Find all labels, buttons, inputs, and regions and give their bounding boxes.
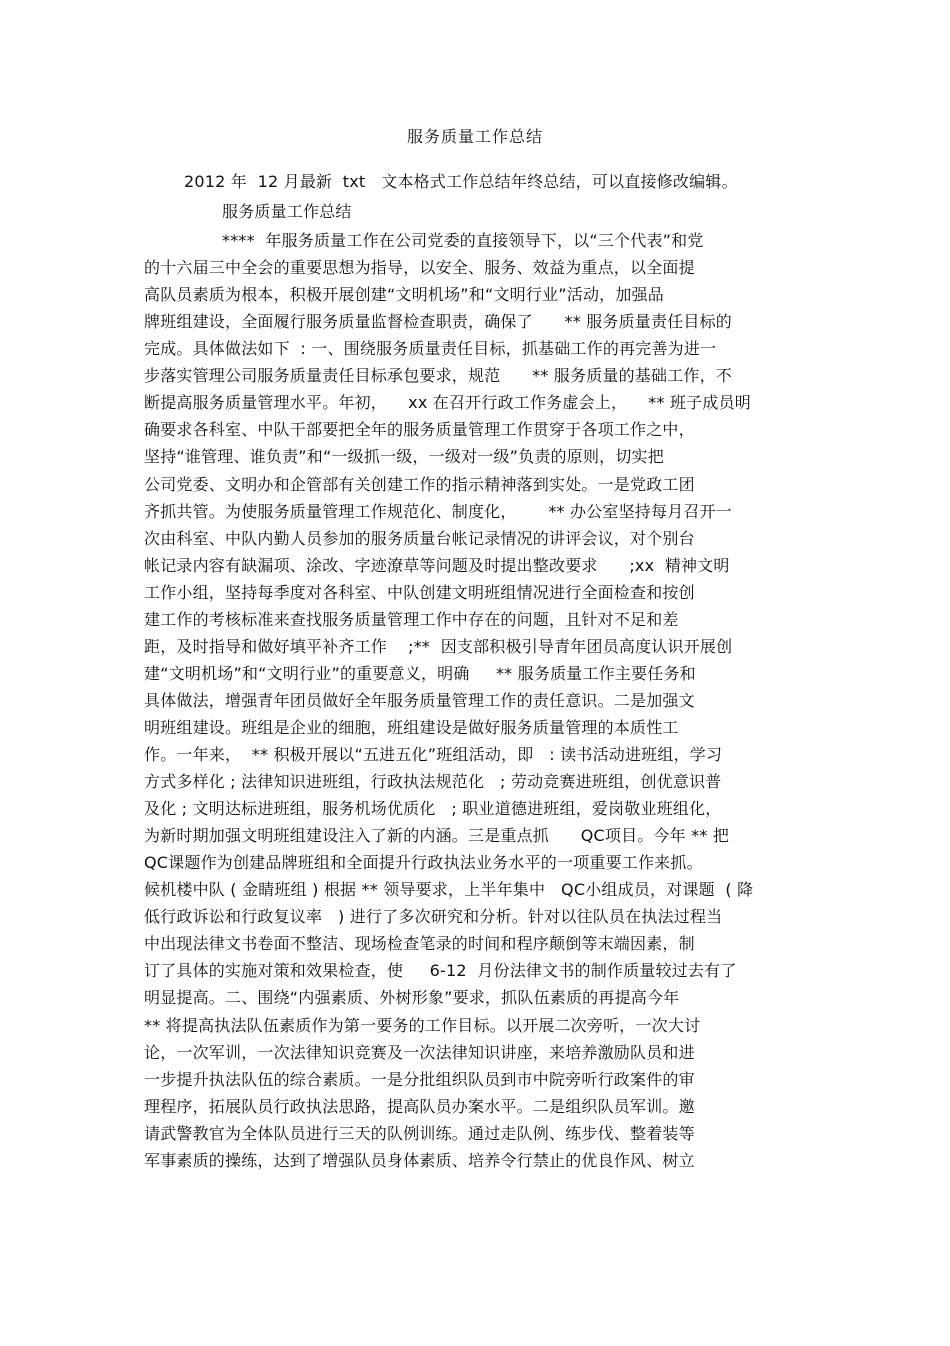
body-line: 明显提高。二、围绕“内强素质、外树形象”要求，抓队伍素质的再提高今年 <box>144 988 680 1008</box>
body-line: 确要求各科室、中队干部要把全年的服务质量管理工作贯穿于各项工作之中， <box>144 420 695 440</box>
body-line: 作。一年来， ** 积极开展以“五进五化”班组活动，即 : 读书活动进班组，学习 <box>144 745 723 764</box>
body-line: 具体做法，增强青年团员做好全年服务质量管理工作的责任意识。二是加强文 <box>144 690 695 710</box>
body-line: 公司党委、文明办和企管部有关创建工作的指示精神落到实处。一是党政工团 <box>144 474 695 494</box>
body-line: 完成。具体做法如下 : 一、围绕服务质量责任目标，抓基础工作的再完善为进一 <box>144 339 717 359</box>
body-line: 及化 ; 文明达标进班组，服务机场优质化 ; 职业道德进班组，爱岗敬业班组化， <box>144 799 722 819</box>
body-line: 步落实管理公司服务质量责任目标承包要求，规范 ** 服务质量的基础工作，不 <box>144 366 733 386</box>
body-line: 建“文明机场”和“文明行业”的重要意义，明确 ** 服务质量工作主要任务和 <box>144 663 696 683</box>
body-line: 次由科室、中队内勤人员参加的服务质量台帐记录情况的讲评会议，对个别台 <box>144 528 695 548</box>
subtitle-line: 2012 年 12 月最新 txt 文本格式工作总结年终总结，可以直接修改编辑。 <box>184 172 738 191</box>
body-line: 牌班组建设，全面履行服务质量监督检查职责，确保了 ** 服务质量责任目标的 <box>144 312 733 332</box>
body-line: 论，一次军训，一次法律知识竞赛及一次法律知识讲座，来培养激励队员和进 <box>144 1042 695 1062</box>
body-line: 中出现法律文书卷面不整洁、现场检查笔录的时间和程序颠倒等末端因素，制 <box>144 934 695 954</box>
body-line: 订了具体的实施对策和效果检查，使 6-12 月份法律文书的制作质量较过去有了 <box>144 961 737 981</box>
body-line: 为新时期加强文明班组建设注入了新的内涵。三是重点抓 QC项目。今年 ** 把 <box>144 826 730 846</box>
body-line: 低行政诉讼和行政复议率 ) 进行了多次研究和分析。针对以往队员在执法过程当 <box>144 907 723 927</box>
body-line: 高队员素质为根本，积极开展创建“文明机场”和“文明行业”活动，加强品 <box>144 285 664 305</box>
heading-repeat: 服务质量工作总结 <box>222 202 352 221</box>
body-line: 工作小组，坚持每季度对各科室、中队创建文明班组情况进行全面检查和按创 <box>144 582 695 602</box>
body-line: QC课题作为创建品牌班组和全面提升行政执法业务水平的一项重要工作来抓。 <box>144 853 703 873</box>
body-line: 齐抓共管。为使服务质量管理工作规范化、制度化， ** 办公室坚持每月召开一 <box>144 501 733 521</box>
document-title: 服务质量工作总结 <box>406 127 543 146</box>
body-line: 一步提升执法队伍的综合素质。一是分批组织队员到市中院旁听行政案件的审 <box>144 1069 695 1089</box>
body-line: 明班组建设。班组是企业的细胞，班组建设是做好服务质量管理的本质性工 <box>144 717 679 737</box>
body-line: 理程序，拓展队员行政执法思路，提高队员办案水平。二是组织队员军训。邀 <box>144 1096 695 1116</box>
body-line: 请武警教官为全体队员进行三天的队例训练。通过走队例、练步伐、整着装等 <box>144 1123 695 1143</box>
body-line: 建工作的考核标准来查找服务质量管理工作中存在的问题，且针对不足和差 <box>144 609 679 629</box>
body-line: ** 将提高执法队伍素质作为第一要务的工作目标。以开展二次旁听，一次大讨 <box>144 1015 701 1035</box>
body-line: 方式多样化 ; 法律知识进班组，行政执法规范化 ; 劳动竞赛进班组，创优意识普 <box>144 772 722 791</box>
body-line: 候机楼中队 ( 金睛班组 ) 根据 ** 领导要求，上半年集中 QC小组成员，对课题 ( 降 <box>144 880 754 900</box>
body-line: **** 年服务质量工作在公司党委的直接领导下，以“三个代表”和党 <box>222 231 704 250</box>
body-line: 距，及时指导和做好填平补齐工作 ;** 因支部积极引导青年团员高度认识开展创 <box>144 636 733 656</box>
body-line: 的十六届三中全会的重要思想为指导，以安全、服务、效益为重点，以全面提 <box>144 258 695 278</box>
body-line: 坚持“谁管理、谁负责”和“一级抓一级，一级对一级”负责的原则，切实把 <box>144 447 664 467</box>
body-line: 帐记录内容有缺漏项、涂改、字迹潦草等问题及时提出整改要求 ;xx 精神文明 <box>144 555 730 575</box>
body-line: 军事素质的操练，达到了增强队员身体素质、培养令行禁止的优良作风、树立 <box>144 1150 695 1170</box>
body-line: 断提高服务质量管理水平。年初， xx 在召开行政工作务虚会上， ** 班子成员明 <box>144 393 751 413</box>
